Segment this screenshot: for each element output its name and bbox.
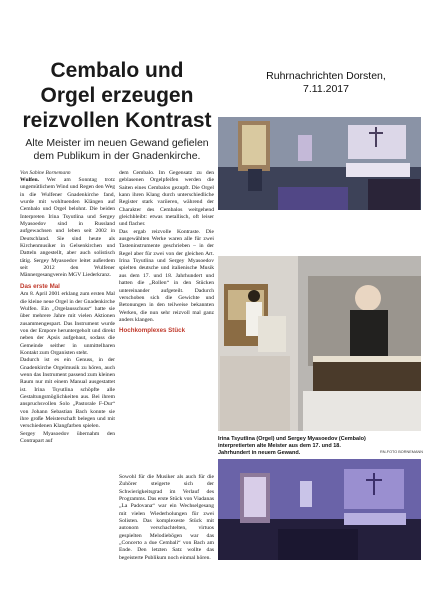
paragraph: Sergey Myasoedov übernahm den Contrapart auf bbox=[20, 430, 115, 445]
photo-church-interior bbox=[218, 117, 421, 210]
paragraph bbox=[20, 177, 115, 280]
article-column-1 bbox=[20, 177, 115, 445]
subheadline-line-2: dem Publikum in der Gnadenkirche. bbox=[33, 150, 201, 162]
paragraph: Dadurch ist es ein Genuss, in der Gnadenkirche Orgelmusik zu hören, auch wenn das Instrument passend zum kleinen Raum nur mit einem Manual ausgestattet ist. Irina Tsyutlina schöpfte alle Gestaltungsmöglichkeiten aus. Bei ihrem anspruchsvollen Solo „Pastorale F-Dur“ von Johann Sebastian Bach konnte sie ihre große Meisterschaft belegen und mit verschiedenen Klangfarben spielen. bbox=[20, 357, 115, 430]
source-date: 7.11.2017 bbox=[303, 83, 349, 95]
paragraph: Am 8. April 2001 erklang zum ersten Mal die kleine neue Orgel in der Gnadenkirche Wulfen. Ein „Orgelausschuss“ hatte sie über mehrere Jahre mit vielen Aktionen zusammengespart. Das Instrument wurde von der Empore heruntergeholt und direkt neben der Apsis aufgebaut, sodass die Gemeinde seither in unmittelbaren Kontakt zum Organisten steht. bbox=[20, 291, 115, 356]
article-column-2 bbox=[119, 170, 214, 336]
photo-church-concert bbox=[218, 459, 421, 560]
section-heading: Hochkomplexes Stück bbox=[119, 327, 186, 335]
paragraph: Sowohl für die Musiker als auch für die Zuhörer steigerte sich der Schwierigkeitsgrad im Verlauf des Programms. Das erste Stück von Viadanas „La Padovana“ war ein Wechselgesang mit vielen Wiederholungen für zwei Solisten. Das komplexeste Stück mit autonom verschachtelten, virtuos gespielten Melodiebögen war das „Concerto a due Cembali“ von Bach am Ende. Den letzten Satz wollte das begeisterte Publikum noch einmal hören. bbox=[119, 474, 214, 561]
dateline: Wulfen. bbox=[20, 177, 40, 183]
paragraph-text: Wer am Sonntag trotz ungemütlichem Wind und Regen den Weg in die Wulfener Gnadenkirche fand, wurde mit wohltuenden Klängen auf Cembalo und Orgel belohnt. Die beiden Interpreten Irina Tsyutlina und Sergey Myasoedov sind in Russland aufgewachsen und leben seit 2002 in Deutschland. Sie sind heute als Kirchenmusiker in Gelsenkirchen und Datteln angestellt, aber auch solistisch tätig. Sergey Myasoedov leitet außerdem seit 2012 den Wulfener Männergesangverein MGV Liederkranz. bbox=[20, 177, 115, 279]
article-column-3 bbox=[119, 474, 214, 562]
byline: Von Sabine Bornemann bbox=[20, 170, 71, 176]
photo-credit: RN-FOTO BORNEMANN bbox=[380, 450, 423, 454]
paragraph: dem Cembalo. Im Gegensatz zu den geblasenen Orgelpfeifen werden die Saiten eines Cembalos gezupft. Die Orgel kann ihren Klang durch unterschiedliche Register stark variieren, während der Charakter des Cembalos weitgehend gleichbleibt: etwas metallisch, oft leiser und flacher. bbox=[119, 170, 214, 228]
headline bbox=[6, 58, 228, 133]
subheadline bbox=[6, 137, 228, 163]
headline-line-2: Orgel erzeugen bbox=[40, 84, 194, 107]
source-name: Ruhrnachrichten Dorsten, bbox=[266, 70, 386, 82]
headline-line-1: Cembalo und bbox=[50, 59, 184, 82]
subheadline-line-1: Alte Meister im neuen Gewand gefielen bbox=[25, 137, 209, 149]
photo-musicians bbox=[218, 256, 421, 431]
source-label bbox=[236, 70, 416, 96]
paragraph: Das ergab reizvolle Kontraste. Die ausgewählten Werke waren alle für zwei Tasteninstrumente geschrieben – in der Regel aber für zwei von der gleichen Art. Irina Tsyutlina und Sergey Myasoedov spielten deutsche und italienische Musik aus dem 17. und 18. Jahrhundert und hatten die „Rollen“ in den Stücken untereinander aufgeteilt. Dadurch verschoben sich die Gewichte und Betonungen in den teilweise bekannten Werken, die nun sehr reizvoll mal ganz anders klangen. bbox=[119, 228, 214, 323]
photo-caption: Irina Tsyutlina (Orgel) und Sergey Myasoedov (Cembalo) interpretierten alte Meister aus dem 17. und 18. Jahrhundert in neuem Gewand. bbox=[218, 436, 366, 457]
headline-line-3: reizvollen Kontrast bbox=[22, 109, 212, 132]
section-heading: Das erste Mal bbox=[20, 282, 60, 290]
